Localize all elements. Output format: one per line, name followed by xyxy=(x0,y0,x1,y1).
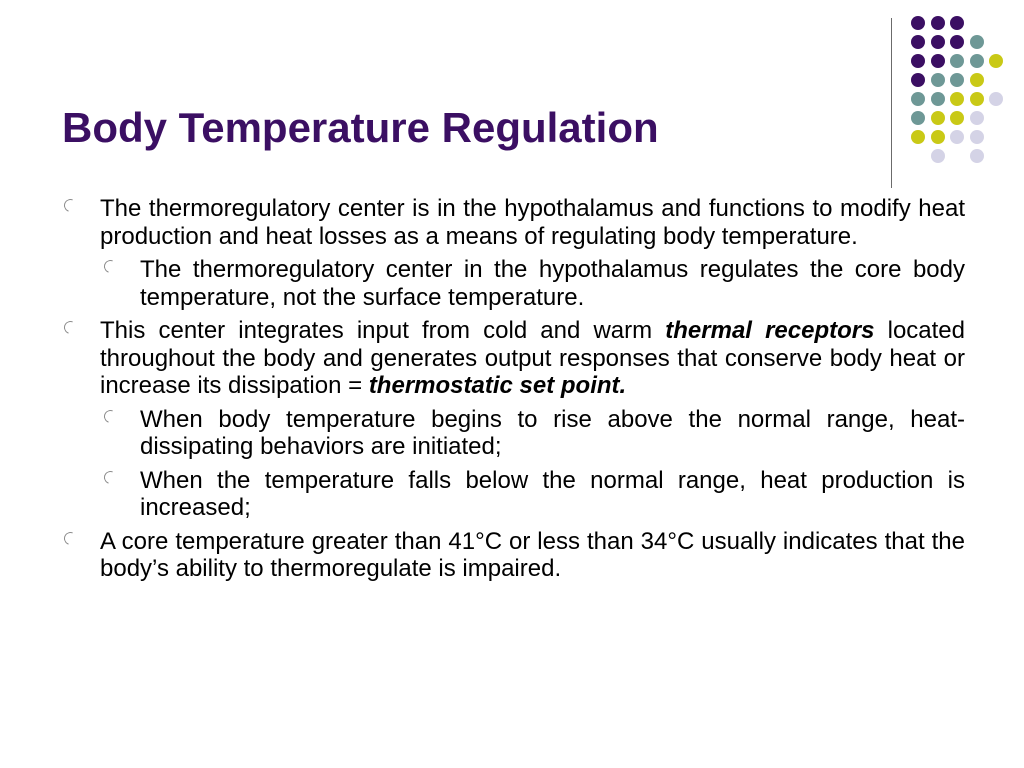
decorative-dot xyxy=(950,111,964,125)
decorative-dot xyxy=(989,54,1003,68)
bullet-text: A core temperature greater than 41°C or less than 34°C usually indicates that the body’s ability to thermoregulate is impaired. xyxy=(100,527,965,582)
decorative-dot xyxy=(931,54,945,68)
decorative-dot xyxy=(911,54,925,68)
bullet-emphasis-text: thermostatic set point. xyxy=(368,372,627,399)
slide-title: Body Temperature Regulation xyxy=(62,104,659,151)
decorative-dot xyxy=(970,130,984,144)
slide-body xyxy=(60,195,965,589)
decorative-dot xyxy=(931,111,945,125)
decorative-dot xyxy=(950,130,964,144)
bullet-text: The thermoregulatory center in the hypothalamus regulates the core body temperature, not the surface temperature. xyxy=(140,256,965,311)
decorative-dot xyxy=(911,130,925,144)
bullet-item xyxy=(60,317,965,400)
decorative-dot xyxy=(950,73,964,87)
decorative-divider-line xyxy=(891,18,892,188)
decorative-dot xyxy=(970,92,984,106)
decorative-dot xyxy=(911,92,925,106)
decorative-dot xyxy=(931,149,945,163)
sub-bullet-item xyxy=(60,406,965,461)
bullet-text: When the temperature falls below the normal range, heat production is increased; xyxy=(140,466,965,521)
decorative-dot xyxy=(911,111,925,125)
bullet-marker-icon xyxy=(102,258,119,275)
decorative-dot xyxy=(989,92,1003,106)
bullet-text: The thermoregulatory center is in the hypothalamus and functions to modify heat production and heat losses as a means of regulating body temperature. xyxy=(100,195,965,250)
decorative-dot xyxy=(950,16,964,30)
decorative-dot xyxy=(950,35,964,49)
bullet-item xyxy=(60,195,965,250)
decorative-dot xyxy=(970,54,984,68)
bullet-marker-icon xyxy=(62,319,79,336)
bullet-emphasis-text: thermal receptors xyxy=(665,317,875,344)
bullet-text: located throughout the body and generates output responses that conserve body heat or increase its dissipation = xyxy=(100,317,966,399)
bullet-marker-icon xyxy=(102,407,119,424)
bullet-text: This center integrates input from cold and warm xyxy=(100,317,666,344)
sub-bullet-item xyxy=(60,467,965,522)
bullet-marker-icon xyxy=(102,468,119,485)
bullet-text: When body temperature begins to rise above the normal range, heat-dissipating behaviors are initiated; xyxy=(140,405,965,460)
decorative-dot xyxy=(970,149,984,163)
bullet-item xyxy=(60,528,965,583)
decorative-dot xyxy=(911,16,925,30)
decorative-dot xyxy=(931,130,945,144)
decorative-dot xyxy=(950,92,964,106)
decorative-dot xyxy=(970,73,984,87)
decorative-dot xyxy=(911,35,925,49)
decorative-dot xyxy=(931,92,945,106)
decorative-dot xyxy=(931,16,945,30)
decorative-dot xyxy=(950,54,964,68)
bullet-marker-icon xyxy=(62,529,79,546)
decorative-dot xyxy=(931,73,945,87)
decorative-dot xyxy=(911,73,925,87)
decorative-dot xyxy=(970,111,984,125)
sub-bullet-item xyxy=(60,256,965,311)
bullet-marker-icon xyxy=(62,197,79,214)
decorative-dot xyxy=(931,35,945,49)
decorative-dot xyxy=(970,35,984,49)
